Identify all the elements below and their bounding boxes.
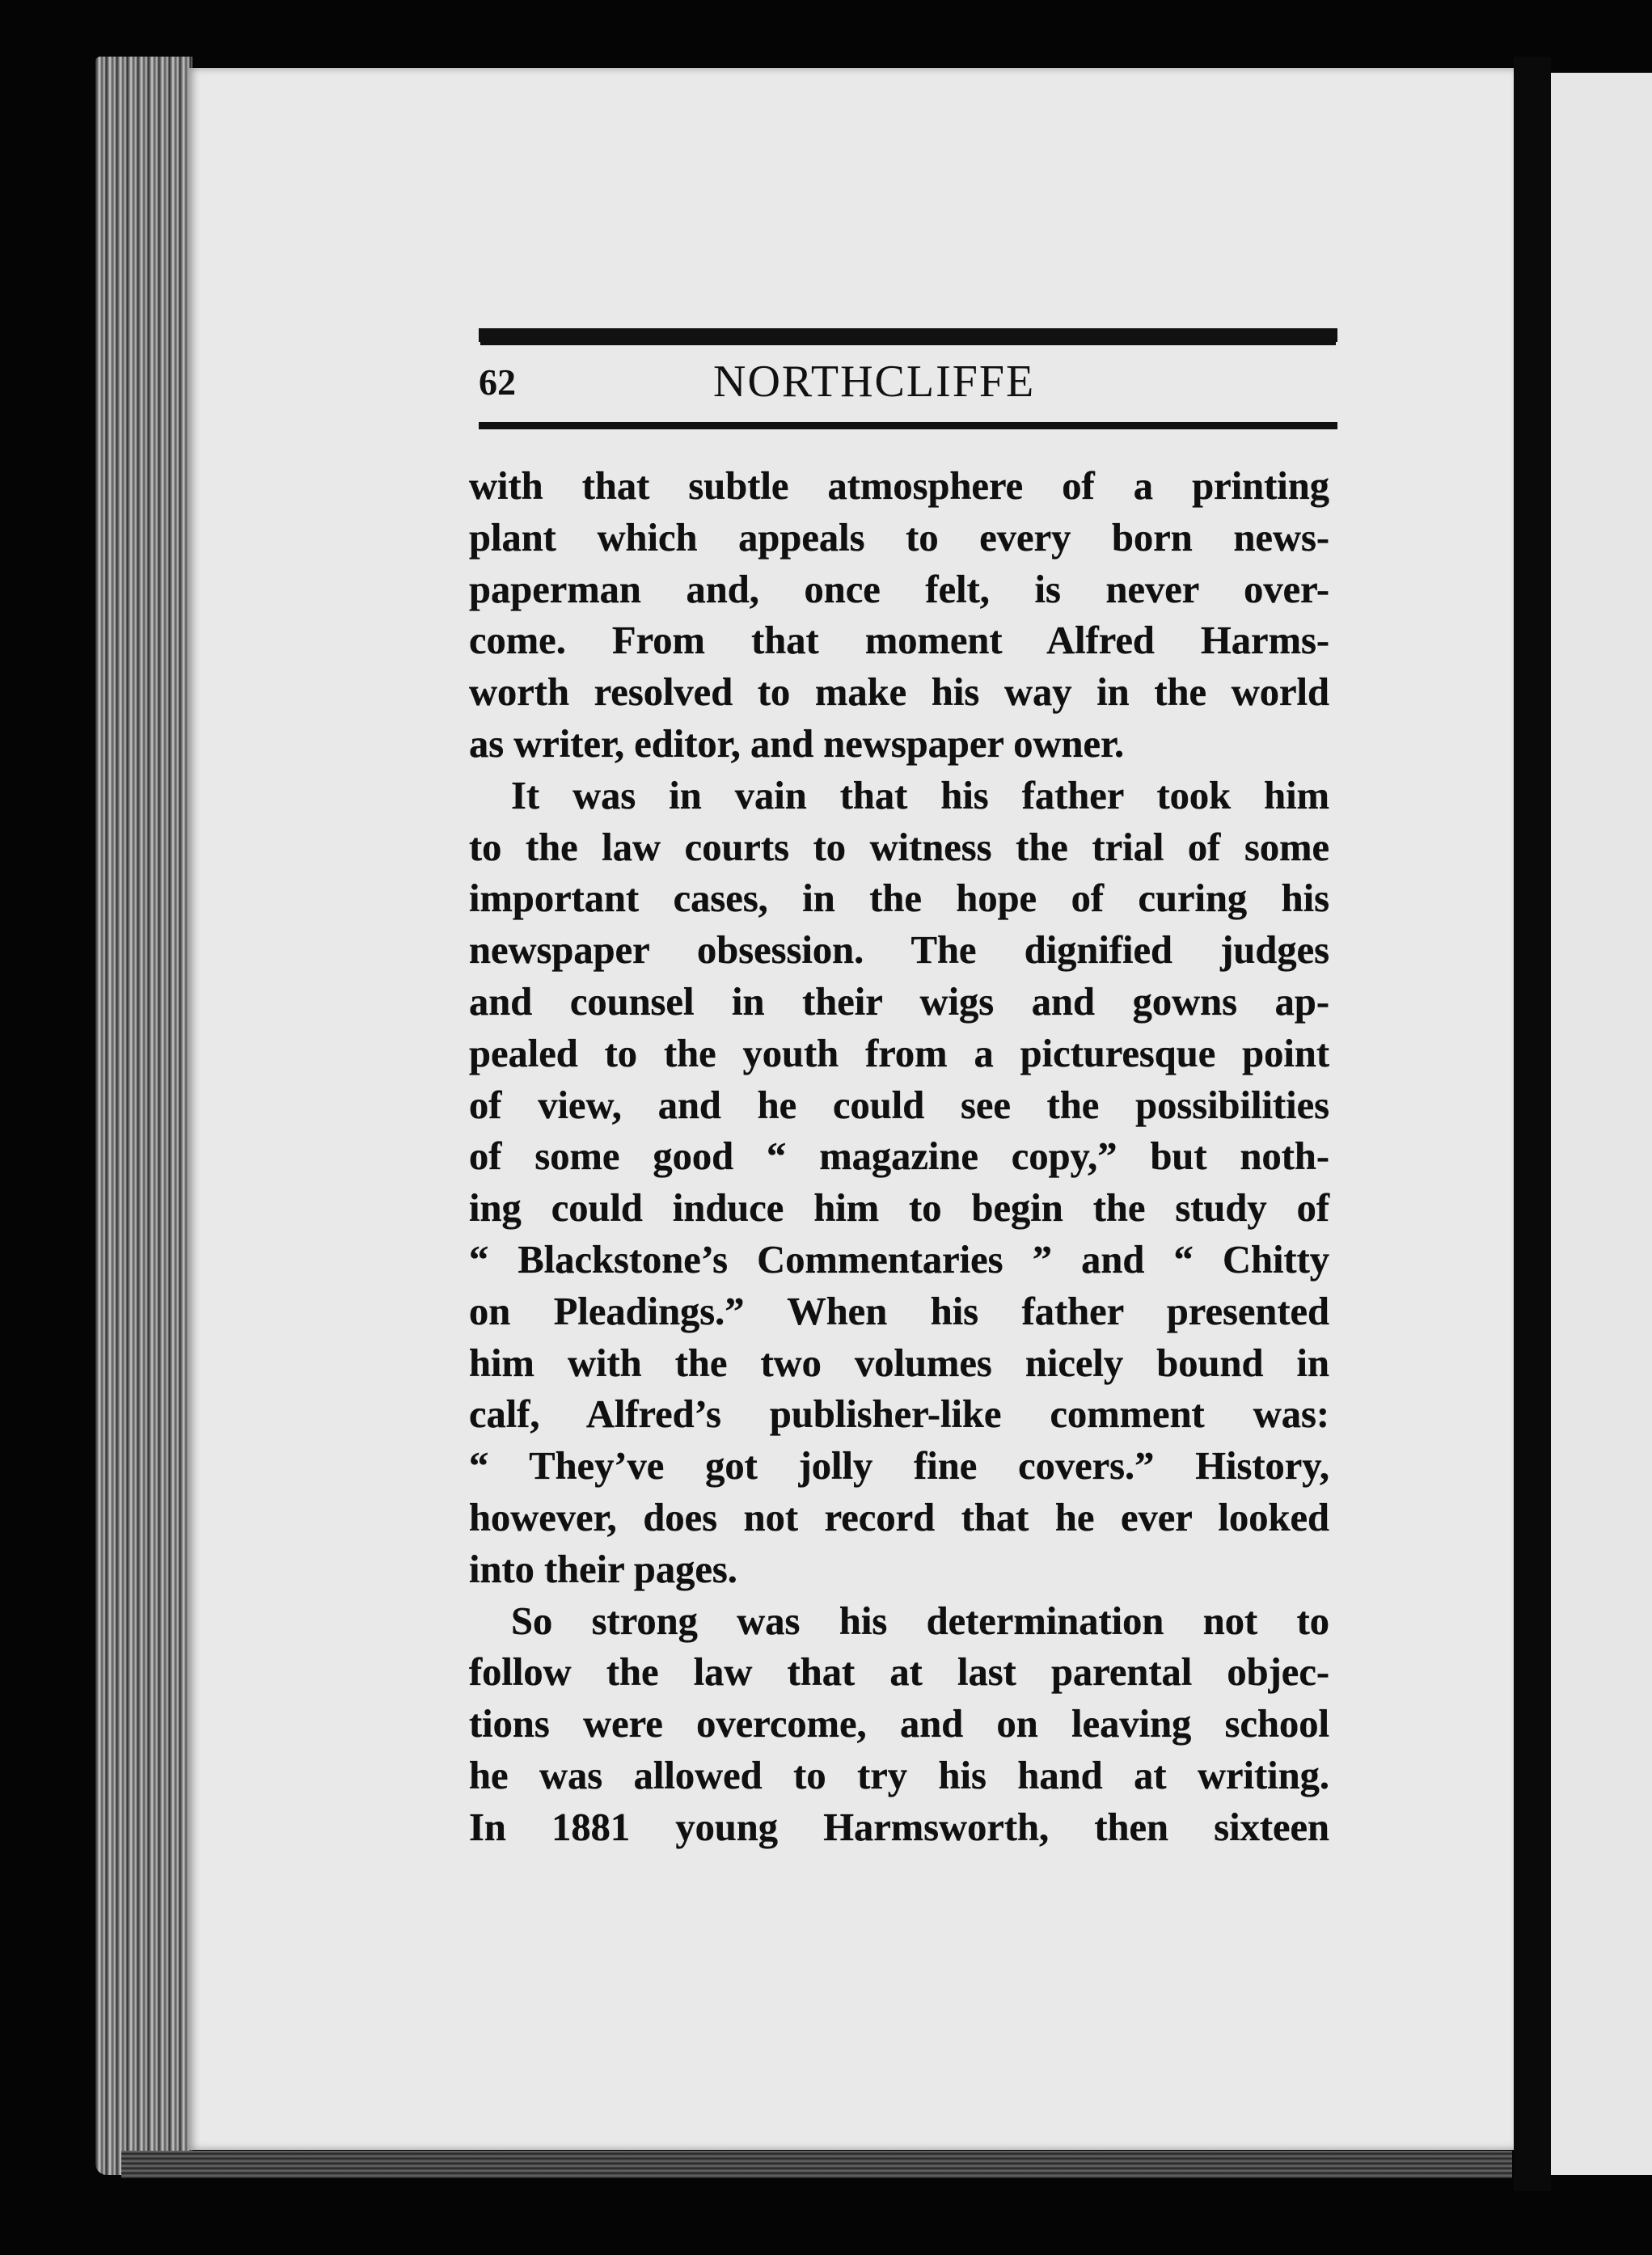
- running-header: [479, 356, 1337, 420]
- text-line: and counsel in their wigs and gowns ap-: [469, 980, 1329, 1024]
- text-line: him with the two volumes nicely bound in: [469, 1341, 1329, 1385]
- text-line: to the law courts to witness the trial of some: [469, 826, 1329, 869]
- text-line: In 1881 young Harmsworth, then sixteen: [469, 1805, 1329, 1849]
- header-top-rule: [479, 328, 1337, 342]
- text-line: “ Blackstone’s Commentaries ” and “ Chitty: [469, 1238, 1329, 1282]
- header-bottom-rule: [479, 422, 1337, 429]
- text-line: So strong was his determination not to: [511, 1599, 1329, 1643]
- text-line: of some good “ magazine copy,” but noth-: [469, 1135, 1329, 1179]
- text-line: worth resolved to make his way in the world: [469, 671, 1329, 715]
- text-line: important cases, in the hope of curing his: [469, 877, 1329, 921]
- page-number: 62: [479, 361, 516, 403]
- text-line: tions were overcome, and on leaving school: [469, 1703, 1329, 1746]
- text-line: It was in vain that his father took him: [511, 774, 1329, 817]
- text-line: come. From that moment Alfred Harms-: [469, 619, 1329, 663]
- text-line: calf, Alfred’s publisher-like comment was:: [469, 1393, 1329, 1437]
- text-line: plant which appeals to every born news-: [469, 516, 1329, 560]
- text-line: as writer, editor, and newspaper owner.: [469, 722, 1125, 766]
- book-bottom-edges: [121, 2151, 1512, 2178]
- text-line: on Pleadings.” When his father presented: [469, 1290, 1329, 1333]
- book-gutter: [1514, 57, 1551, 2191]
- text-line: of view, and he could see the possibilities: [469, 1083, 1329, 1127]
- running-title: NORTHCLIFFE: [713, 357, 1036, 407]
- text-line: “ They’ve got jolly fine covers.” History,: [469, 1445, 1329, 1489]
- text-line: into their pages.: [469, 1548, 737, 1591]
- book-page-edges: [95, 57, 192, 2175]
- text-line: newspaper obsession. The dignified judges: [469, 929, 1329, 973]
- text-line: ing could induce him to begin the study of: [469, 1187, 1329, 1231]
- text-line: he was allowed to try his hand at writing.: [469, 1754, 1329, 1797]
- facing-page: [1551, 73, 1652, 2175]
- text-line: with that subtle atmosphere of a printing: [469, 465, 1329, 508]
- text-line: follow the law that at last parental objec-: [469, 1651, 1329, 1695]
- text-line: however, does not record that he ever looked: [469, 1496, 1329, 1539]
- body-text: [469, 461, 1329, 1854]
- text-line: paperman and, once felt, is never over-: [469, 568, 1329, 611]
- text-line: pealed to the youth from a picturesque point: [469, 1032, 1329, 1075]
